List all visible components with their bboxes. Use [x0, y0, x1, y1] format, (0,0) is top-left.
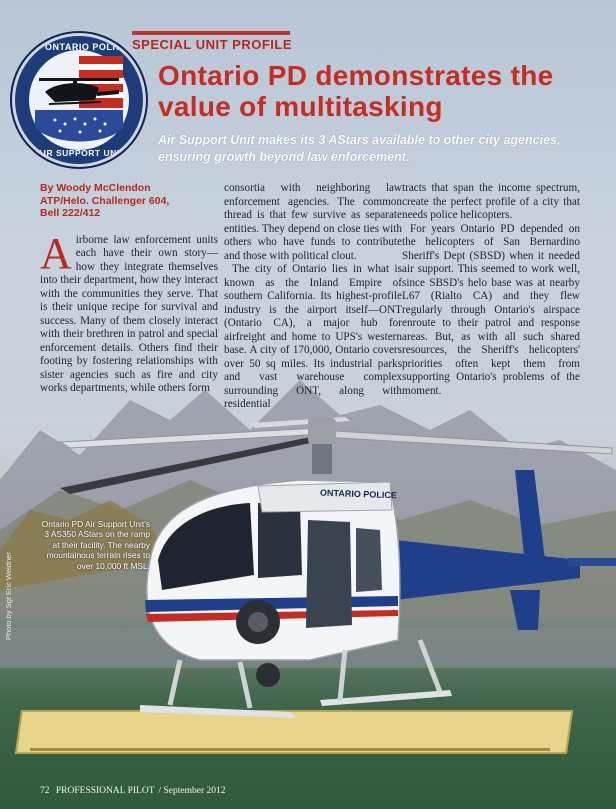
article-column-3 — [402, 182, 580, 398]
article-column-1 — [40, 182, 218, 396]
magazine-name: PROFESSIONAL PILOT — [55, 786, 155, 796]
headline: Ontario PD demonstrates the value of multitasking — [158, 60, 554, 122]
article-paragraph: For years Ontario PD depended on the helicopters of San Bernardino Sheriff's Dept (SBSD) when it needed air support. This seemed to work well, since SBSD's helo base was at nearby L67 (Rialto CA) and they flew regularly through Ontario's airspace enroute to their patrol and response areas. But, as with all such shared resources, the Sheriff's helicopters' priorities often kept them from supporting Ontario's problems of the moment. — [402, 222, 580, 397]
photo-credit: Photo by Sgt Eric Weidner — [4, 552, 13, 640]
article-paragraph: consortia with neighboring law enforcement agencies. The common thread is that few survive as separate entities. They depend on close ties with others who have funds to contribute and those with political clout. — [224, 182, 402, 262]
drop-cap: A — [40, 228, 72, 278]
air-support-unit-patch-logo — [12, 33, 146, 167]
article-paragraph: The city of Ontario lies in what is known as the Inland Empire of southern California. Its highest-profile industry is the airport itself—ONT (Ontario CA), a major hub for airfreight and home to UPS's western base. A city of 170,000, Ontario covers over 50 sq miles. Its industrial parks and vast warehouse complex surrounding ONT, along with residential — [224, 263, 402, 410]
deck-subheadline: Air Support Unit makes its 3 AStars available to other city agencies, ensuring growth beyond law enforcement. — [158, 133, 561, 164]
author-credentials-2: Bell 222/412 — [40, 207, 101, 219]
page-footer: 72 PROFESSIONAL PILOT / September 2012 — [40, 786, 226, 796]
author-name: By Woody McClendon — [40, 182, 151, 194]
helicopter-door-label: ONTARIO POLICE — [319, 487, 397, 501]
patch-emblem — [15, 36, 143, 164]
issue-date: September 2012 — [163, 786, 226, 796]
article-paragraph: tracts that span the income spectrum, create the perfect profile of a city that needs police helicopters. — [402, 182, 580, 221]
article-column-2 — [224, 182, 402, 412]
patch-bottom-text: AIR SUPPORT UNIT — [37, 148, 126, 158]
paragraph-text: irborne law enforcement units each have their own story—how they integrate themselves into their department, how they interact with the communities they serve. That is their unique recipe for survival and success. Many of them closely interact with their brethren in patrol and special enforcement details. Others find their footing by fostering relationships with sister agencies such as fire and city works departments, while others form — [40, 233, 218, 394]
article-paragraph — [40, 228, 218, 396]
section-rule — [132, 31, 290, 35]
section-label: SPECIAL UNIT PROFILE — [132, 37, 292, 52]
byline — [40, 182, 218, 220]
author-credentials: ATP/Helo. Challenger 604, — [40, 194, 170, 207]
patch-top-text: ONTARIO POLICE — [45, 42, 129, 52]
page-number: 72 — [40, 786, 50, 796]
photo-caption: Ontario PD Air Support Unit's 3 AS350 AStars on the ramp at their facility. The nearby mountainous terrain rises to over 10,000 ft MSL. — [41, 519, 150, 571]
